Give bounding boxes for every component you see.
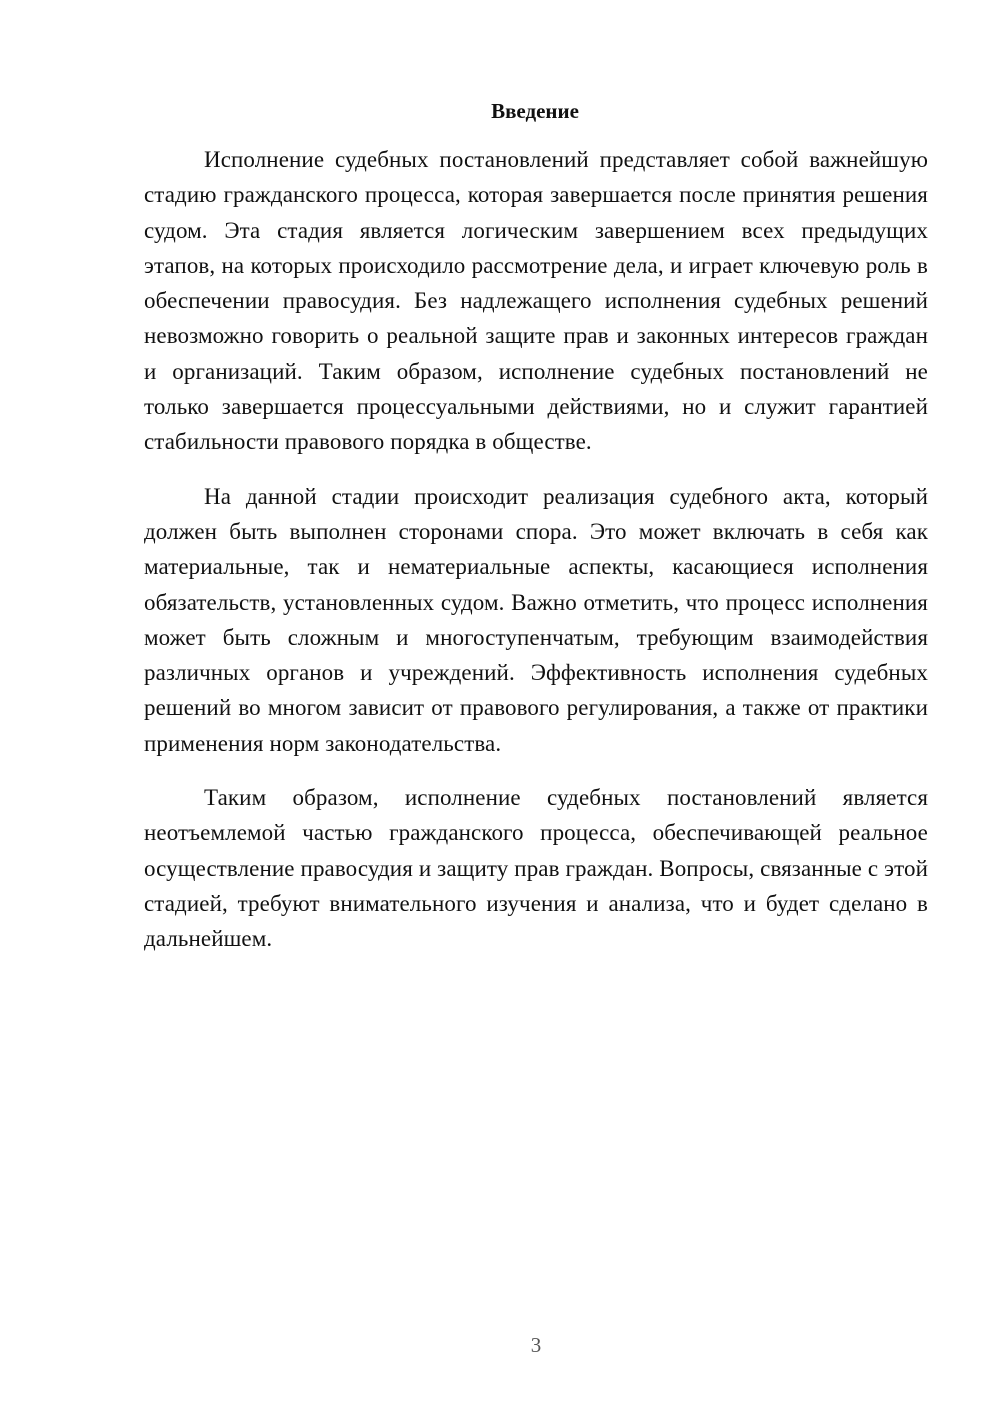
- section-heading: Введение: [491, 99, 579, 123]
- paragraph-3: Таким образом, исполнение судебных постановлений является неотъемлемой частью гражданского процесса, обеспечивающей реальное осуществление правосудия и защиту прав граждан. Вопросы, связанные с этой стадией, требуют внимательного изучения и анализа, что и будет сделано в дальнейшем.: [144, 785, 928, 952]
- page-number: 3: [530, 1333, 542, 1357]
- document-body: [144, 142, 928, 976]
- paragraph-1: Исполнение судебных постановлений представляет собой важнейшую стадию гражданского процесса, которая завершается после принятия решения судом. Эта стадия является логическим завершением всех предыдущих этапов, на которых происходило рассмотрение дела, и играет ключевую роль в обеспечении правосудия. Без надлежащего исполнения судебных решений невозможно говорить о реальной защите прав и законных интересов граждан и организаций. Таким образом, исполнение судебных постановлений не только завершается процессуальными действиями, но и служит гарантией стабильности правового порядка в обществе.: [144, 147, 928, 455]
- paragraph-2: На данной стадии происходит реализация судебного акта, который должен быть выполнен сторонами спора. Это может включать в себя как материальные, так и нематериальные аспекты, касающиеся исполнения обязательств, установленных судом. Важно отметить, что процесс исполнения может быть сложным и многоступенчатым, требующим взаимодействия различных органов и учреждений. Эффективность исполнения судебных решений во многом зависит от правового регулирования, а также от практики применения норм законодательства.: [144, 483, 928, 756]
